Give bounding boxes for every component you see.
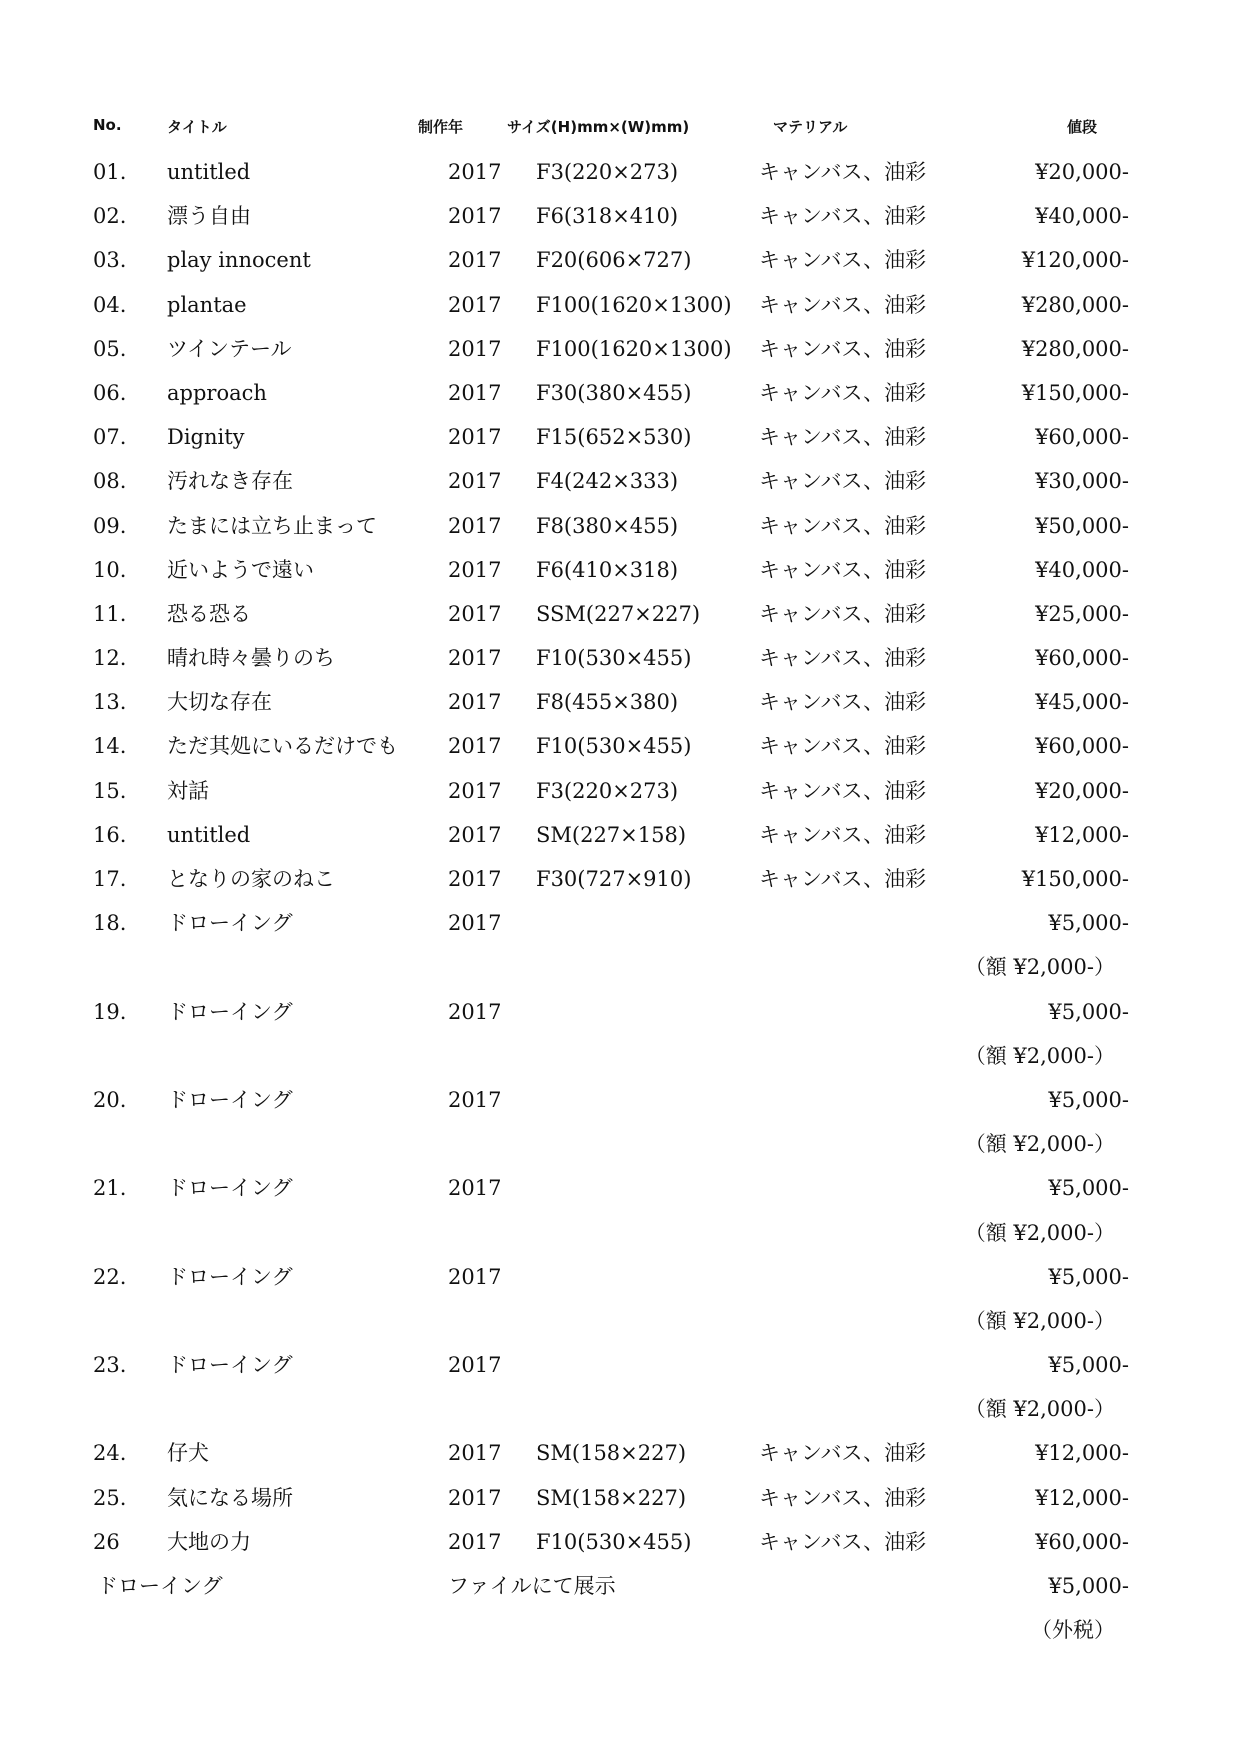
table-row — [0, 1343, 1240, 1387]
work-number: 23. — [93, 1353, 127, 1378]
table-row — [0, 415, 1240, 459]
work-number: 01. — [93, 160, 127, 184]
work-price: ¥25,000- — [1035, 601, 1129, 626]
work-year: 2017 — [448, 425, 502, 450]
work-year: 2017 — [448, 248, 502, 273]
work-title: 気になる場所 — [167, 1485, 293, 1510]
header-title: タイトル — [167, 118, 227, 136]
work-price: ¥280,000- — [1021, 336, 1129, 361]
work-year: 2017 — [448, 1485, 502, 1510]
work-title: Dignity — [167, 425, 245, 450]
table-row — [0, 592, 1240, 636]
work-title: 晴れ時々曇りのち — [167, 646, 335, 671]
work-year: 2017 — [448, 778, 502, 803]
work-title: 恐る恐る — [167, 601, 251, 626]
table-row — [0, 1520, 1240, 1564]
table-row — [0, 769, 1240, 813]
work-title: 仔犬 — [167, 1441, 209, 1466]
work-year: 2017 — [448, 1087, 502, 1112]
work-material: キャンバス、油彩 — [759, 822, 927, 847]
work-size: SM(158×227) — [536, 1441, 687, 1466]
header-material: マテリアル — [773, 118, 848, 136]
work-size: F15(652×530) — [536, 425, 692, 450]
work-size: F8(455×380) — [536, 690, 679, 715]
header-year: 制作年 — [418, 118, 464, 136]
table-header — [0, 104, 1240, 144]
table-row — [0, 504, 1240, 548]
work-material: キャンバス、油彩 — [759, 1441, 927, 1466]
works-list — [0, 150, 1240, 1652]
work-size: F6(410×318) — [536, 557, 679, 582]
work-material: キャンバス、油彩 — [759, 601, 927, 626]
table-row — [0, 283, 1240, 327]
frame-price-row — [0, 945, 1240, 989]
work-size: F100(1620×1300) — [536, 292, 732, 317]
work-material: キャンバス、油彩 — [759, 690, 927, 715]
work-title: ただ其処にいるだけでも — [167, 734, 398, 759]
work-size: F10(530×455) — [536, 734, 692, 759]
work-material: キャンバス、油彩 — [759, 1485, 927, 1510]
table-row — [0, 150, 1240, 194]
work-year: 2017 — [448, 1529, 502, 1554]
work-number: 04. — [93, 292, 127, 317]
frame-price-row — [0, 1122, 1240, 1166]
work-number: 16. — [93, 822, 127, 847]
work-material: キャンバス、油彩 — [759, 469, 927, 494]
work-title: 大切な存在 — [167, 690, 272, 715]
work-year: 2017 — [448, 204, 502, 229]
header-price: 値段 — [1067, 118, 1098, 136]
frame-price-note: （額 ¥2,000-） — [964, 1220, 1115, 1245]
footer-description: ファイルにて展示 — [448, 1574, 616, 1598]
work-price: ¥30,000- — [1035, 469, 1129, 494]
work-price: ¥120,000- — [1021, 248, 1129, 273]
work-number: 12. — [93, 646, 127, 671]
tax-note: （外税） — [1031, 1618, 1115, 1643]
work-year: 2017 — [448, 160, 502, 184]
table-row — [0, 724, 1240, 768]
work-price: ¥5,000- — [1048, 1087, 1129, 1112]
work-material: キャンバス、油彩 — [759, 204, 927, 229]
work-material: キャンバス、油彩 — [759, 248, 927, 273]
work-price: ¥45,000- — [1035, 690, 1129, 715]
work-number: 13. — [93, 690, 127, 715]
work-size: F20(606×727) — [536, 248, 692, 273]
work-price: ¥5,000- — [1048, 1176, 1129, 1201]
work-year: 2017 — [448, 469, 502, 494]
frame-price-row — [0, 1034, 1240, 1078]
table-row — [0, 1476, 1240, 1520]
work-number: 07. — [93, 425, 127, 450]
work-size: SM(227×158) — [536, 822, 687, 847]
work-title: ドローイング — [167, 1264, 293, 1289]
work-price: ¥12,000- — [1035, 1485, 1129, 1510]
frame-price-note: （額 ¥2,000-） — [964, 1397, 1115, 1422]
work-material: キャンバス、油彩 — [759, 1529, 927, 1554]
work-material: キャンバス、油彩 — [759, 160, 927, 184]
work-title: untitled — [167, 160, 251, 184]
work-number: 08. — [93, 469, 127, 494]
work-price: ¥50,000- — [1035, 513, 1129, 538]
work-number: 09. — [93, 513, 127, 538]
frame-price-row — [0, 1211, 1240, 1255]
work-price: ¥60,000- — [1035, 646, 1129, 671]
work-number: 18. — [93, 911, 127, 936]
work-number: 06. — [93, 380, 127, 405]
work-price: ¥20,000- — [1035, 778, 1129, 803]
table-row — [0, 238, 1240, 282]
work-number: 19. — [93, 999, 127, 1024]
work-title: play innocent — [167, 248, 311, 273]
work-number: 21. — [93, 1176, 127, 1201]
table-row — [0, 459, 1240, 503]
frame-price-note: （額 ¥2,000-） — [964, 1043, 1115, 1068]
work-price: ¥40,000- — [1035, 204, 1129, 229]
work-price: ¥5,000- — [1048, 999, 1129, 1024]
work-number: 15. — [93, 778, 127, 803]
work-title: 漂う自由 — [167, 204, 251, 229]
work-number: 25. — [93, 1485, 127, 1510]
work-title: ドローイング — [167, 911, 293, 936]
work-material: キャンバス、油彩 — [759, 336, 927, 361]
work-title: 近いようで遠い — [167, 557, 314, 582]
footer-tax-row — [0, 1608, 1240, 1652]
work-material: キャンバス、油彩 — [759, 867, 927, 891]
work-year: 2017 — [448, 336, 502, 361]
work-year: 2017 — [448, 867, 502, 891]
footer-price: ¥5,000- — [1048, 1574, 1129, 1598]
work-material: キャンバス、油彩 — [759, 292, 927, 317]
work-price: ¥20,000- — [1035, 160, 1129, 184]
work-material: キャンバス、油彩 — [759, 425, 927, 450]
work-year: 2017 — [448, 601, 502, 626]
work-price: ¥5,000- — [1048, 1264, 1129, 1289]
table-row — [0, 194, 1240, 238]
frame-price-note: （額 ¥2,000-） — [964, 955, 1115, 980]
work-price: ¥280,000- — [1021, 292, 1129, 317]
work-title: ドローイング — [167, 999, 293, 1024]
work-title: plantae — [167, 292, 247, 317]
table-row — [0, 1431, 1240, 1475]
footer-row — [0, 1564, 1240, 1608]
work-title: ドローイング — [167, 1176, 293, 1201]
work-price: ¥5,000- — [1048, 911, 1129, 936]
work-year: 2017 — [448, 380, 502, 405]
work-number: 17. — [93, 867, 127, 891]
work-year: 2017 — [448, 1176, 502, 1201]
work-price: ¥12,000- — [1035, 1441, 1129, 1466]
work-year: 2017 — [448, 292, 502, 317]
work-price: ¥12,000- — [1035, 822, 1129, 847]
footer-label: ドローイング — [97, 1574, 223, 1598]
work-size: F4(242×333) — [536, 469, 679, 494]
work-year: 2017 — [448, 822, 502, 847]
work-size: F3(220×273) — [536, 160, 679, 184]
table-row — [0, 990, 1240, 1034]
work-year: 2017 — [448, 646, 502, 671]
work-title: 大地の力 — [167, 1529, 251, 1554]
work-year: 2017 — [448, 513, 502, 538]
work-title: たまには立ち止まって — [167, 513, 377, 538]
work-year: 2017 — [448, 1264, 502, 1289]
work-year: 2017 — [448, 999, 502, 1024]
work-number: 24. — [93, 1441, 127, 1466]
frame-price-note: （額 ¥2,000-） — [964, 1308, 1115, 1333]
work-year: 2017 — [448, 911, 502, 936]
work-title: 汚れなき存在 — [167, 469, 293, 494]
work-size: F10(530×455) — [536, 646, 692, 671]
work-material: キャンバス、油彩 — [759, 513, 927, 538]
work-number: 20. — [93, 1087, 127, 1112]
work-number: 05. — [93, 336, 127, 361]
work-material: キャンバス、油彩 — [759, 380, 927, 405]
work-size: F10(530×455) — [536, 1529, 692, 1554]
work-size: F30(727×910) — [536, 867, 692, 891]
work-number: 22. — [93, 1264, 127, 1289]
work-year: 2017 — [448, 734, 502, 759]
work-size: F3(220×273) — [536, 778, 679, 803]
work-year: 2017 — [448, 557, 502, 582]
work-number: 02. — [93, 204, 127, 229]
header-no: No. — [93, 116, 122, 134]
work-material: キャンバス、油彩 — [759, 734, 927, 759]
table-row — [0, 548, 1240, 592]
frame-price-row — [0, 1299, 1240, 1343]
work-title: ドローイング — [167, 1353, 293, 1378]
work-price: ¥150,000- — [1021, 380, 1129, 405]
work-year: 2017 — [448, 690, 502, 715]
work-size: SSM(227×227) — [536, 601, 701, 626]
work-price: ¥60,000- — [1035, 425, 1129, 450]
header-size: サイズ(H)mm×(W)mm) — [507, 118, 690, 136]
frame-price-row — [0, 1387, 1240, 1431]
work-title: ツインテール — [167, 336, 292, 361]
work-title: untitled — [167, 822, 251, 847]
work-material: キャンバス、油彩 — [759, 778, 927, 803]
work-title: となりの家のねこ — [167, 867, 335, 891]
table-row — [0, 901, 1240, 945]
work-title: approach — [167, 380, 267, 405]
work-size: F6(318×410) — [536, 204, 679, 229]
table-row — [0, 327, 1240, 371]
work-number: 03. — [93, 248, 127, 273]
table-row — [0, 636, 1240, 680]
work-number: 11. — [93, 601, 127, 626]
work-number: 26 — [93, 1529, 120, 1554]
work-price: ¥40,000- — [1035, 557, 1129, 582]
work-size: F100(1620×1300) — [536, 336, 732, 361]
table-row — [0, 680, 1240, 724]
work-price: ¥60,000- — [1035, 734, 1129, 759]
work-number: 14. — [93, 734, 127, 759]
work-number: 10. — [93, 557, 127, 582]
work-size: SM(158×227) — [536, 1485, 687, 1510]
table-row — [0, 1255, 1240, 1299]
work-title: 対話 — [167, 778, 209, 803]
work-year: 2017 — [448, 1441, 502, 1466]
table-row — [0, 371, 1240, 415]
work-material: キャンバス、油彩 — [759, 557, 927, 582]
table-row — [0, 1078, 1240, 1122]
table-row — [0, 857, 1240, 901]
frame-price-note: （額 ¥2,000-） — [964, 1132, 1115, 1157]
work-year: 2017 — [448, 1353, 502, 1378]
work-price: ¥5,000- — [1048, 1353, 1129, 1378]
work-price: ¥60,000- — [1035, 1529, 1129, 1554]
table-row — [0, 1166, 1240, 1210]
work-size: F30(380×455) — [536, 380, 692, 405]
work-material: キャンバス、油彩 — [759, 646, 927, 671]
work-price: ¥150,000- — [1021, 867, 1129, 891]
work-title: ドローイング — [167, 1087, 293, 1112]
table-row — [0, 813, 1240, 857]
work-size: F8(380×455) — [536, 513, 679, 538]
